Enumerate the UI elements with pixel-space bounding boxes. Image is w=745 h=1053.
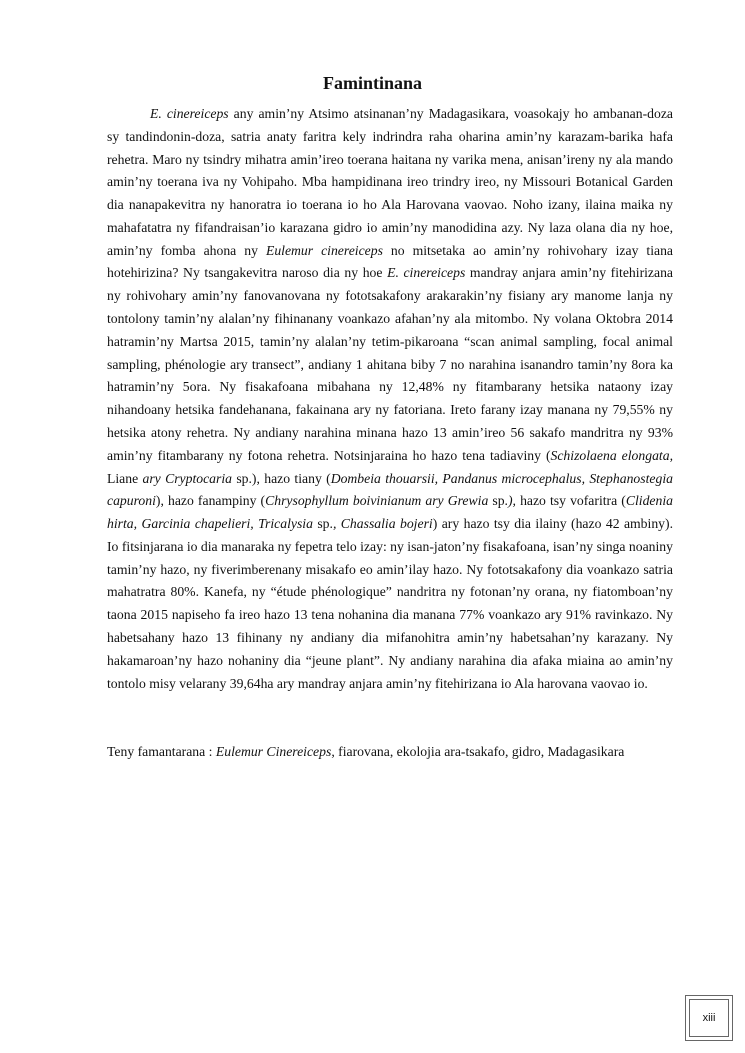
abstract-segment: sp. [312, 516, 333, 532]
abstract-segment: Schizolaena elongata, [550, 447, 673, 463]
abstract-segment: ), hazo fanampiny ( [155, 493, 266, 509]
page-number-box [685, 995, 733, 1041]
abstract-segment: Clidenia hirta, Garcinia chapelieri, Tricalysia [107, 493, 673, 532]
page-title: Famintinana [322, 73, 423, 93]
abstract-segment: ), [507, 493, 516, 509]
abstract-segment: Dombeia thouarsii, Pandanus microcephalus, Stephanostegia capuroni [107, 470, 673, 509]
page-number: xiii [702, 1012, 716, 1024]
abstract-segment: E. cinereiceps [387, 265, 466, 281]
keywords-list: , fiarovana, ekolojia ara-tsakafo, gidro, Madagasikara [331, 744, 625, 759]
abstract-segment: Eulemur cinereiceps [265, 242, 383, 258]
keywords-species: Eulemur Cinereiceps [215, 744, 332, 759]
abstract-segment: ary Cryptocaria [142, 470, 232, 486]
abstract-segment: hazo tsy vofaritra ( [515, 493, 626, 509]
abstract-segment: any amin’ny Atsimo atsinanan’ny Madagasikara, voasokajy ho ambanan-doza sy tandindonin-doza, satria anaty faritra kely indrindra raha oharina amin’ny karazam-barika hafa rehetra. Maro ny tsindry mihatra amin’ireo toerana haitana ny varika mena, anisan’ireny ny ala mando amin’ny toerana iva ny Vohipaho. Mba hampidinana ireo trindry ireo, ny Missouri Botanical Garden dia nanapakevitra ny hanoratra io toerana io ho Ala Harovana vaovao. Noho izany, ilaina maika ny mahafatatra ny fifandraisan’io karazana gidro io amin’ny manodidina azy. Ny laza olana dia ny hoe, amin’ny fomba ahona ny [107, 106, 673, 258]
abstract-segment: sp. [488, 493, 508, 509]
abstract-segment: E. cinereiceps [150, 106, 229, 121]
abstract-segment: sp.), hazo tiany ( [232, 470, 331, 486]
abstract-segment: , Chassalia bojeri [332, 516, 433, 532]
keywords-label: Teny famantarana : [107, 744, 216, 759]
abstract-segment: Liane [107, 470, 143, 486]
abstract-segment: Chrysophyllum boivinianum ary Grewia [265, 493, 489, 509]
abstract-segment: ) ary hazo tsy dia ilainy (hazo 42 ambiny). Io fitsinjarana io dia manaraka ny fepetra telo izay: ny isan-jaton’ny fisakafoana, isan’ny singa noaniny tamin’ny hazo, ny fiverimberenany misakafo eo amin’ilay hazo. Ny fototsakafony dia voankazo satria mahatratra 80%. Kanefa, ny “étude phénologique” nandritra ny fotonan’ny orana, ny fiatomboan’ny taona 2015 napiseho fa ireo hazo 13 tena nohanina dia manana 77% voankazo ary 91% ravinkazo. Ny habetsahany hazo 13 fihinany ny andiany dia mifanohitra amin’ny habetsahan’ny karazany. Ny hakamaroan’ny hazo nohaniny dia “jeune plant”. Ny andiany narahina dia afaka miaina ao amin’ny tontolo misy velarany 39,64ha ary mandray anjara amin’ny fitehirizana io Ala harovana vaovao io. [107, 516, 673, 691]
abstract-segment: mandray anjara amin’ny fitehirizana ny rohivohary amin’ny fanovanovana ny fototsakafony arakarakin’ny fisiany ary manome lanja ny tontolony tamin’ny alalan’ny fihinanany voankazo afahan’ny ala mitombo. Ny volana Oktobra 2014 hatramin’ny Martsa 2015, tamin’ny alalan’ny tetim-pikaroana “scan animal sampling, focal animal sampling, phénologie ary transect”, andiany 1 ahitana biby 7 no narahina isanandro tamin’ny 8ora ka hatramin’ny 5ora. Ny fisakafoana mibahana ny 12,48% ny fitambarany hetsika nataony izay nihandoany hetsika fandehanana, fakainana ary ny fatoriana. Ireto farany izay manana ny 79,55% ny hetsika atony rehetra. Ny andiany narahina minana hazo 13 amin’ireo 56 sakafo mandritra ny 93% amin’ny fitambarany ny fotona rehetra. Notsinjaraina ho hazo tena tadiaviny ( [107, 265, 674, 463]
abstract-paragraph [107, 103, 673, 695]
abstract-segment: no mitsetaka ao amin’ny rohivohary izay tiana hotehirizina? Ny tsangakevitra naroso dia ny hoe [107, 242, 674, 281]
keywords-line [107, 741, 687, 763]
